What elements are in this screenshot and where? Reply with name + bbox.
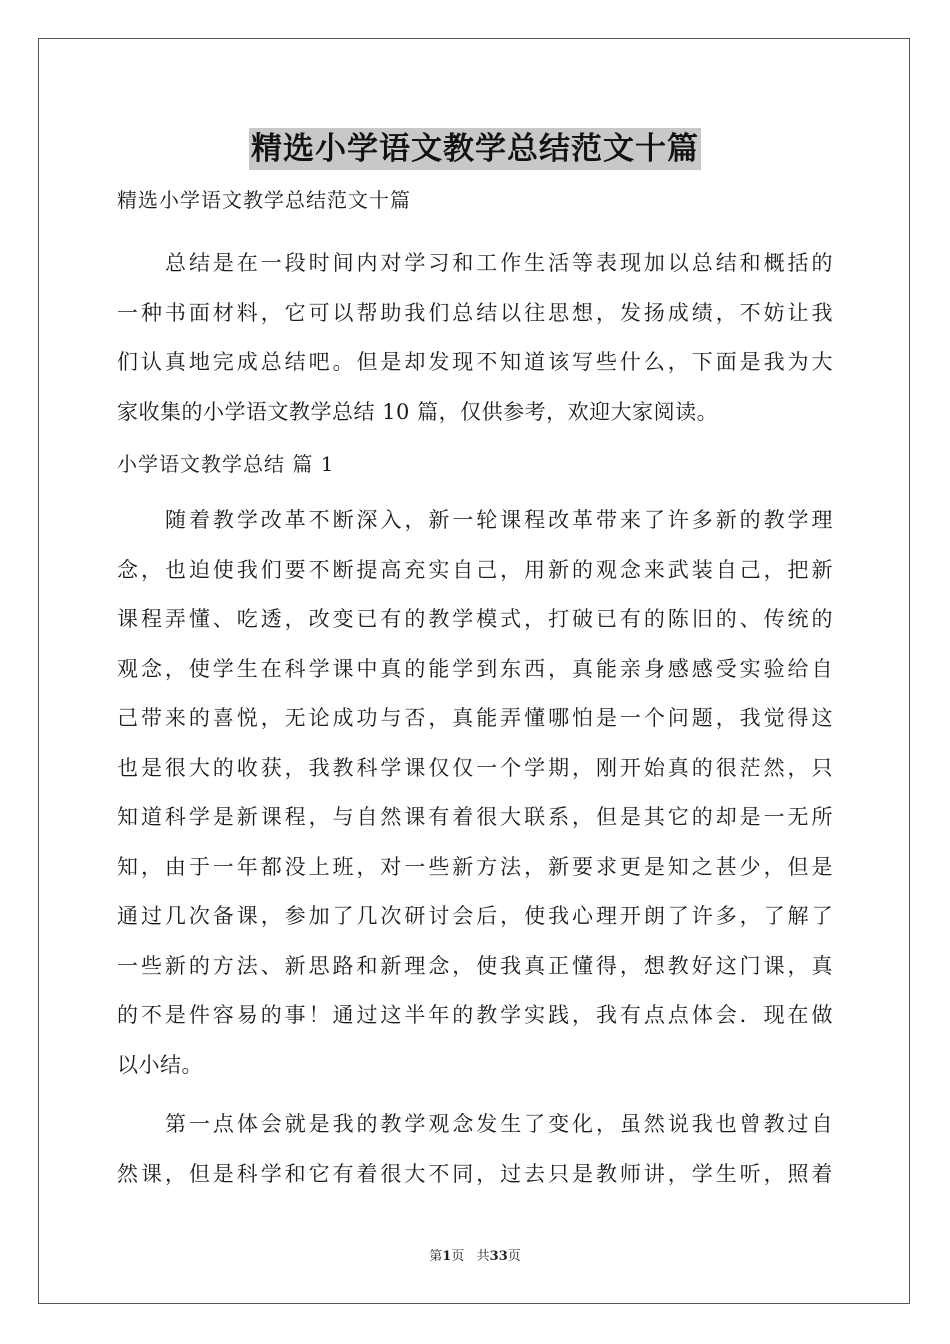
document-title: 精选小学语文教学总结范文十篇 [249, 128, 701, 170]
document-subtitle: 精选小学语文教学总结范文十篇 [117, 188, 411, 212]
text-line: 们认真地完成总结吧。但是却发现不知道该写些什么，下面是我为大 [117, 350, 833, 374]
text-line: 观念，使学生在科学课中真的能学到东西，真能亲身感感受实验给自 [117, 656, 833, 681]
text-line: 家收集的小学语文教学总结 10 篇，仅供参考，欢迎大家阅读。 [117, 399, 719, 424]
paragraph-1 [117, 496, 833, 1090]
title-container [0, 128, 950, 170]
text-line: 也是很大的收获，我教科学课仅仅一个学期，刚开始真的很茫然，只 [117, 755, 833, 780]
text-line: 知道科学是新课程，与自然课有着很大联系，但是其它的却是一无所 [117, 805, 833, 829]
footer-page-number: 1 [442, 1249, 452, 1264]
text-line: 以小结。 [117, 1052, 203, 1077]
text-line: 随着教学改革不断深入，新一轮课程改革带来了许多新的教学理 [165, 508, 833, 532]
text-line: 一种书面材料，它可以帮助我们总结以往思想，发扬成绩，不妨让我 [117, 300, 833, 325]
paragraph-2 [117, 1100, 833, 1199]
footer-mid: 页 共 [451, 1249, 490, 1264]
text-line: 然课，但是科学和它有着很大不同，过去只是教师讲，学生听，照着 [117, 1161, 833, 1186]
text-line: 一些新的方法、新思路和新理念，使我真正懂得，想教好这门课，真 [117, 953, 833, 978]
text-line: 知，由于一年都没上班，对一些新方法，新要求更是知之甚少，但是 [117, 854, 833, 879]
text-line: 念，也迫使我们要不断提高充实自己，用新的观念来武装自己，把新 [117, 557, 833, 582]
text-line: 通过几次备课，参加了几次研讨会后，使我心理开朗了许多，了解了 [117, 904, 833, 928]
footer-suffix: 页 [507, 1249, 521, 1264]
text-line: 总结是在一段时间内对学习和工作生活等表现加以总结和概括的 [165, 251, 833, 275]
document-body [117, 181, 833, 1199]
text-line: 的不是件容易的事！通过这半年的教学实践，我有点点体会．现在做 [117, 1003, 833, 1027]
intro-paragraph [117, 239, 833, 437]
page-footer [0, 1245, 950, 1264]
text-line: 己带来的喜悦，无论成功与否，真能弄懂哪怕是一个问题，我觉得这 [117, 706, 833, 730]
footer-prefix: 第 [429, 1249, 443, 1264]
footer-page-total: 33 [489, 1249, 508, 1264]
text-line: 第一点体会就是我的教学观念发生了变化，虽然说我也曾教过自 [165, 1112, 833, 1136]
text-line: 课程弄懂、吃透，改变已有的教学模式，打破已有的陈旧的、传统的 [117, 607, 833, 631]
section-heading: 小学语文教学总结 篇 1 [117, 452, 335, 476]
